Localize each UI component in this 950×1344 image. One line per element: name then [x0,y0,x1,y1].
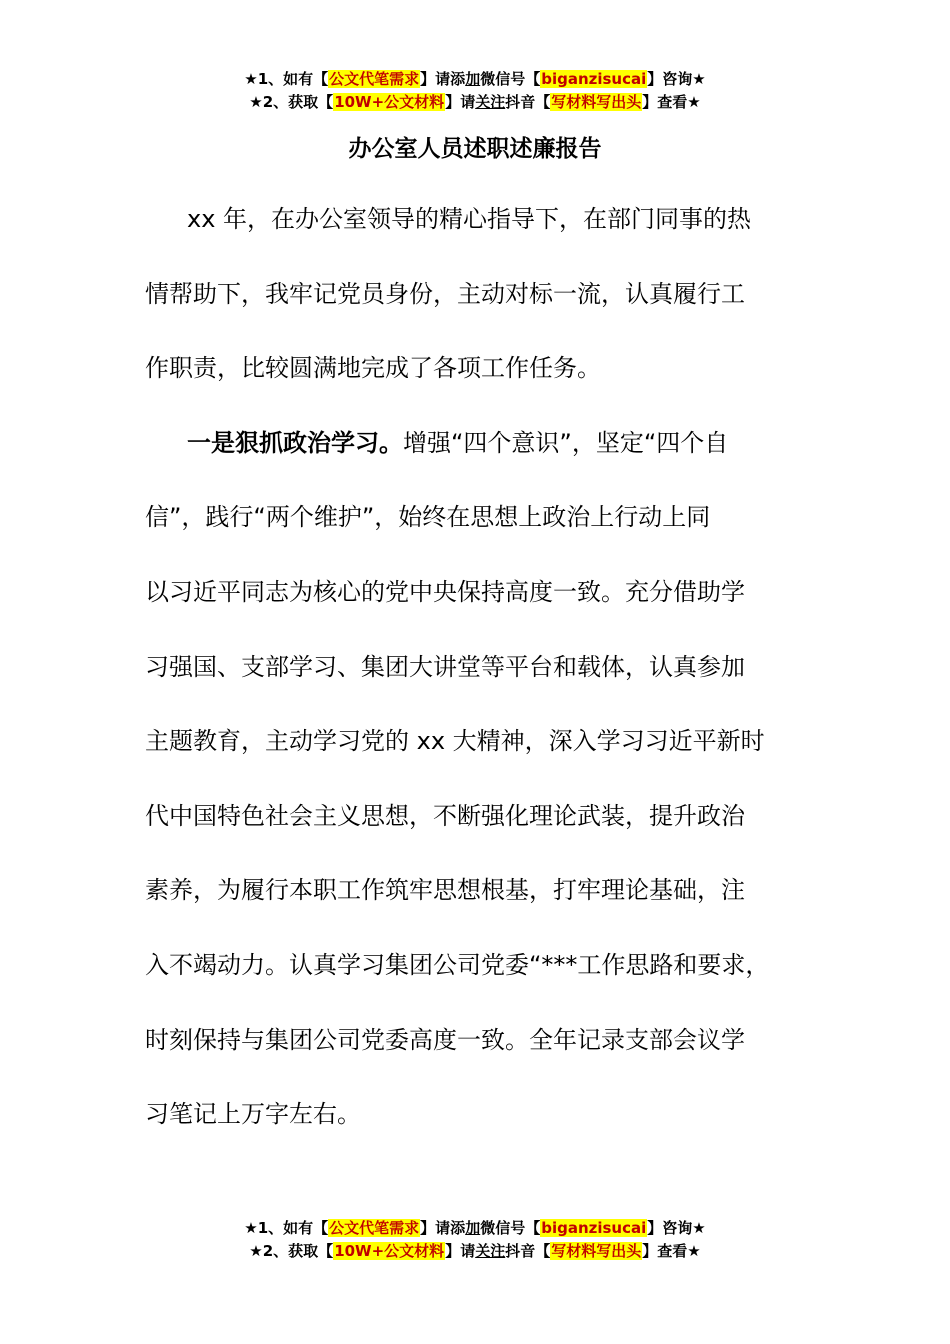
body-line: 代中国特色社会主义思想，不断强化理论武装，提升政治 [145,801,745,830]
section-1-first-line [145,406,825,481]
body-line: 作职责，比较圆满地完成了各项工作任务。 [145,354,601,383]
banner-highlight: biganzisucai [541,1219,647,1237]
banner-text: ★1、如有【 [244,70,329,88]
banner-highlight: 公文代笔需求 [329,70,420,88]
banner-underline: 关注 [475,93,506,111]
banner-underline: 加 [465,70,481,88]
footer-banner [0,1217,950,1263]
banner-text: 抖音【 [505,93,551,111]
body-line: xx 年，在办公室领导的精心指导下，在部门同事的热 [187,205,752,233]
body-line: 情帮助下，我牢记党员身份，主动对标一流，认真履行工 [145,279,745,308]
banner-underline: 关注 [475,1242,506,1260]
banner-text: 】请添 [420,70,466,88]
body-line: 入不竭动力。认真学习集团公司党委“***工作思路和要求， [145,950,770,979]
body-line: 时刻保持与集团公司党委高度一致。全年记录支部会议学 [145,1025,745,1054]
banner-highlight: 写材料写出头 [551,1242,642,1260]
banner-text: 微信号【 [480,70,541,88]
footer-banner-line-1 [0,1217,950,1240]
body-line: 主题教育，主动学习党的 xx 大精神，深入学习习近平新时 [145,727,765,756]
section-1-first-rest: 增强“四个意识”，坚定“四个自 [403,428,729,457]
body-line: 习强国、支部学习、集团大讲堂等平台和载体，认真参加 [145,652,745,681]
banner-text: 】查看★ [642,93,701,111]
body-line: 以习近平同志为核心的党中央保持高度一致。充分借助学 [145,577,745,606]
banner-text: 微信号【 [480,1219,541,1237]
banner-text: 抖音【 [505,1242,551,1260]
banner-text: ★1、如有【 [244,1219,329,1237]
document-body [145,182,825,1152]
banner-highlight: biganzisucai [541,70,647,88]
body-line: 素养，为履行本职工作筑牢思想根基，打牢理论基础，注 [145,876,745,905]
banner-text: 】咨询★ [647,1219,706,1237]
footer-banner-line-2 [0,1240,950,1263]
header-banner [0,68,950,114]
header-banner-line-1 [0,68,950,91]
banner-highlight: 写材料写出头 [551,93,642,111]
banner-underline: 加 [465,1219,481,1237]
banner-text: 】请 [445,93,476,111]
banner-text: 】请添 [420,1219,466,1237]
banner-highlight: 公文代笔需求 [329,1219,420,1237]
banner-text: ★2、获取【 [249,1242,334,1260]
header-banner-line-2 [0,91,950,114]
body-line: 习笔记上万字左右。 [145,1100,361,1129]
banner-text: 】咨询★ [647,70,706,88]
banner-highlight: 10W+公文材料 [334,93,445,111]
banner-text: 】查看★ [642,1242,701,1260]
body-line: 信”，践行“两个维护”，始终在思想上政治上行动上同 [145,503,711,532]
document-title: 办公室人员述职述廉报告 [348,136,602,162]
section-1-lead: 一是狠抓政治学习。 [187,428,403,457]
banner-text: 】请 [445,1242,476,1260]
banner-highlight: 10W+公文材料 [334,1242,445,1260]
banner-text: ★2、获取【 [249,93,334,111]
